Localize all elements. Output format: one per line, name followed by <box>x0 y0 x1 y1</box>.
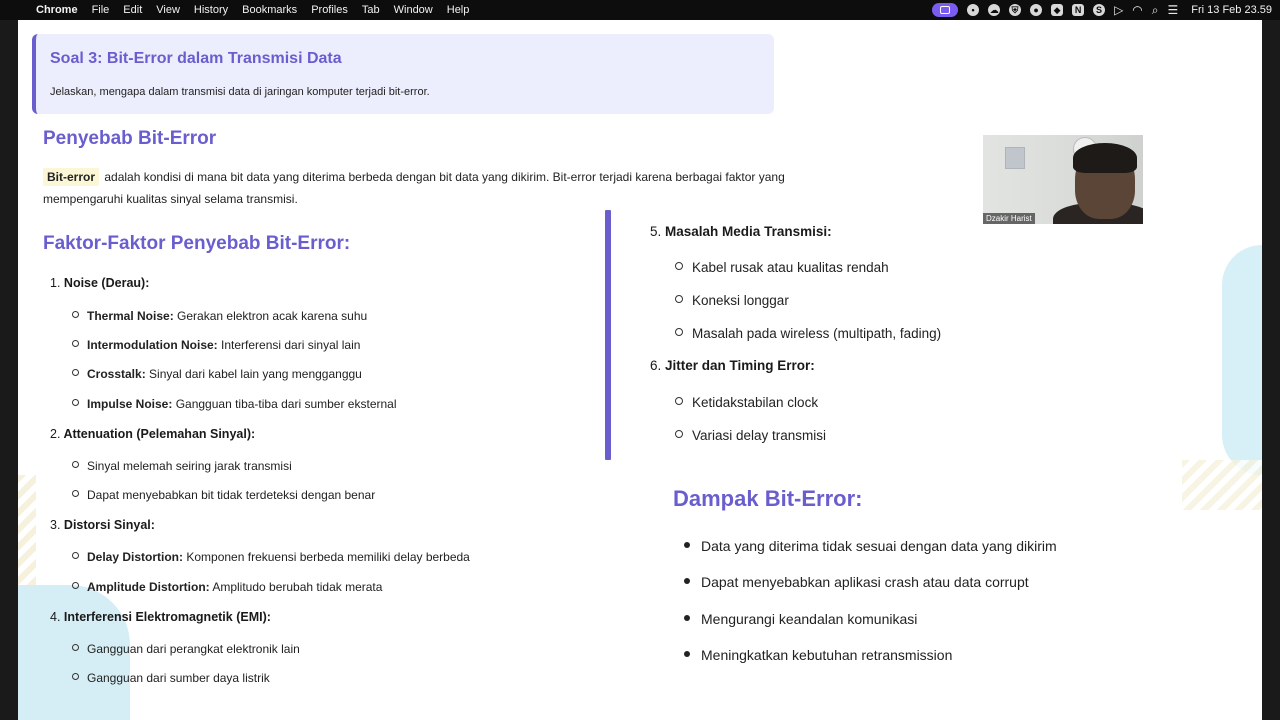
notion-icon[interactable]: N <box>1072 4 1084 16</box>
bullet-dot-icon <box>684 615 690 621</box>
menu-history[interactable]: History <box>193 4 229 16</box>
participant-video-tile[interactable] <box>983 135 1143 224</box>
circle-bullet-icon <box>675 328 683 336</box>
circle-bullet-icon <box>675 262 683 270</box>
wifi-icon[interactable]: ◠ <box>1132 3 1143 17</box>
s-app-icon[interactable]: S <box>1093 4 1105 16</box>
wall-frame <box>1005 147 1025 169</box>
menu-help[interactable]: Help <box>446 4 470 16</box>
question-box <box>32 34 774 114</box>
bullet-dot-icon <box>684 542 690 548</box>
impact-item: Mengurangi keandalan komunikasi <box>684 611 917 627</box>
circle-bullet-icon <box>72 399 79 406</box>
circle-bullet-icon <box>72 673 79 680</box>
menu-app-chrome[interactable]: Chrome <box>36 4 78 16</box>
impact-item: Dapat menyebabkan aplikasi crash atau data corrupt <box>684 574 1029 590</box>
factor-heading: 3. Distorsi Sinyal: <box>50 518 155 532</box>
screen-share-icon[interactable] <box>932 3 958 17</box>
circle-bullet-icon <box>72 582 79 589</box>
factor-item: Thermal Noise: Gerakan elektron acak karena suhu <box>72 309 367 323</box>
factor-item: Masalah pada wireless (multipath, fading) <box>675 326 941 341</box>
circle-bullet-icon <box>72 311 79 318</box>
factor-item: Gangguan dari sumber daya listrik <box>72 671 270 685</box>
factor-item: Impulse Noise: Gangguan tiba-tiba dari sumber eksternal <box>72 397 397 411</box>
factor-item: Koneksi longgar <box>675 293 789 308</box>
search-icon[interactable]: ⌕ <box>1151 3 1159 17</box>
section-title: Penyebab Bit-Error <box>43 128 217 149</box>
circle-bullet-icon <box>72 490 79 497</box>
control-center-icon[interactable]: ☰ <box>1167 3 1179 17</box>
presentation-slide <box>18 20 1262 720</box>
decorative-stripes <box>1182 460 1262 510</box>
circle-bullet-icon <box>72 552 79 559</box>
factors-title: Faktor-Faktor Penyebab Bit-Error: <box>43 233 351 254</box>
menu-edit[interactable]: Edit <box>123 4 143 16</box>
factor-heading: 1. Noise (Derau): <box>50 276 150 290</box>
status-area <box>932 0 1272 20</box>
factor-item: Kabel rusak atau kualitas rendah <box>675 260 889 275</box>
question-title: Soal 3: Bit-Error dalam Transmisi Data <box>50 50 342 67</box>
factor-heading: 6. Jitter dan Timing Error: <box>650 358 815 373</box>
menu-file[interactable]: File <box>91 4 110 16</box>
shield-icon[interactable]: ◆ <box>1051 4 1063 16</box>
factor-item: Variasi delay transmisi <box>675 428 826 443</box>
factor-heading: 2. Attenuation (Pelemahan Sinyal): <box>50 427 256 441</box>
menu-window[interactable]: Window <box>393 4 433 16</box>
factor-item: Amplitude Distortion: Amplitudo berubah tidak merata <box>72 580 382 594</box>
factor-item: Gangguan dari perangkat elektronik lain <box>72 642 300 656</box>
shield-icon[interactable]: ⛨ <box>1009 4 1021 16</box>
impact-item: Meningkatkan kebutuhan retransmission <box>684 647 952 663</box>
menu-profiles[interactable]: Profiles <box>311 4 348 16</box>
circle-bullet-icon <box>675 430 683 438</box>
factor-item: Dapat menyebabkan bit tidak terdeteksi dengan benar <box>72 488 375 502</box>
impact-title: Dampak Bit-Error: <box>673 486 863 511</box>
bullet-dot-icon <box>684 578 690 584</box>
circle-bullet-icon <box>675 295 683 303</box>
participant-name: Dzakir Harist <box>983 213 1035 224</box>
column-divider <box>605 210 611 460</box>
circle-bullet-icon <box>72 369 79 376</box>
circle-bullet-icon <box>675 397 683 405</box>
menu-bookmarks[interactable]: Bookmarks <box>242 4 298 16</box>
intro-paragraph <box>43 166 823 210</box>
factor-heading: 5. Masalah Media Transmisi: <box>650 224 832 239</box>
factor-item: Crosstalk: Sinyal dari kabel lain yang mengganggu <box>72 367 362 381</box>
meet-icon[interactable]: • <box>967 4 979 16</box>
intro-text: adalah kondisi di mana bit data yang diterima berbeda dengan bit data yang dikirim. Bit-error terjadi karena berbagai faktor yang mempengaruhi kualitas sinyal selama transmisi. <box>43 170 785 206</box>
decorative-blob <box>1222 245 1262 475</box>
factor-item: Ketidakstabilan clock <box>675 395 818 410</box>
circle-bullet-icon <box>72 644 79 651</box>
factor-heading: 4. Interferensi Elektromagnetik (EMI): <box>50 610 271 624</box>
play-icon[interactable]: ▷ <box>1114 3 1124 17</box>
factor-item: Intermodulation Noise: Interferensi dari sinyal lain <box>72 338 360 352</box>
participant-hair <box>1073 143 1137 173</box>
menu-view[interactable]: View <box>156 4 180 16</box>
circle-bullet-icon <box>72 461 79 468</box>
question-text: Jelaskan, mengapa dalam transmisi data di jaringan komputer terjadi bit-error. <box>50 86 430 98</box>
record-icon[interactable]: ● <box>1030 4 1042 16</box>
cloud-icon[interactable]: ☁ <box>989 5 999 15</box>
factor-item: Delay Distortion: Komponen frekuensi berbeda memiliki delay berbeda <box>72 550 470 564</box>
circle-bullet-icon <box>72 340 79 347</box>
menu-tab[interactable]: Tab <box>361 4 380 16</box>
highlighted-term: Bit-error <box>43 168 99 186</box>
bullet-dot-icon <box>684 651 690 657</box>
menu-bar <box>0 0 1280 20</box>
impact-item: Data yang diterima tidak sesuai dengan data yang dikirim <box>684 538 1057 554</box>
factor-item: Sinyal melemah seiring jarak transmisi <box>72 459 292 473</box>
menu-clock[interactable]: Fri 13 Feb 23.59 <box>1191 4 1272 16</box>
